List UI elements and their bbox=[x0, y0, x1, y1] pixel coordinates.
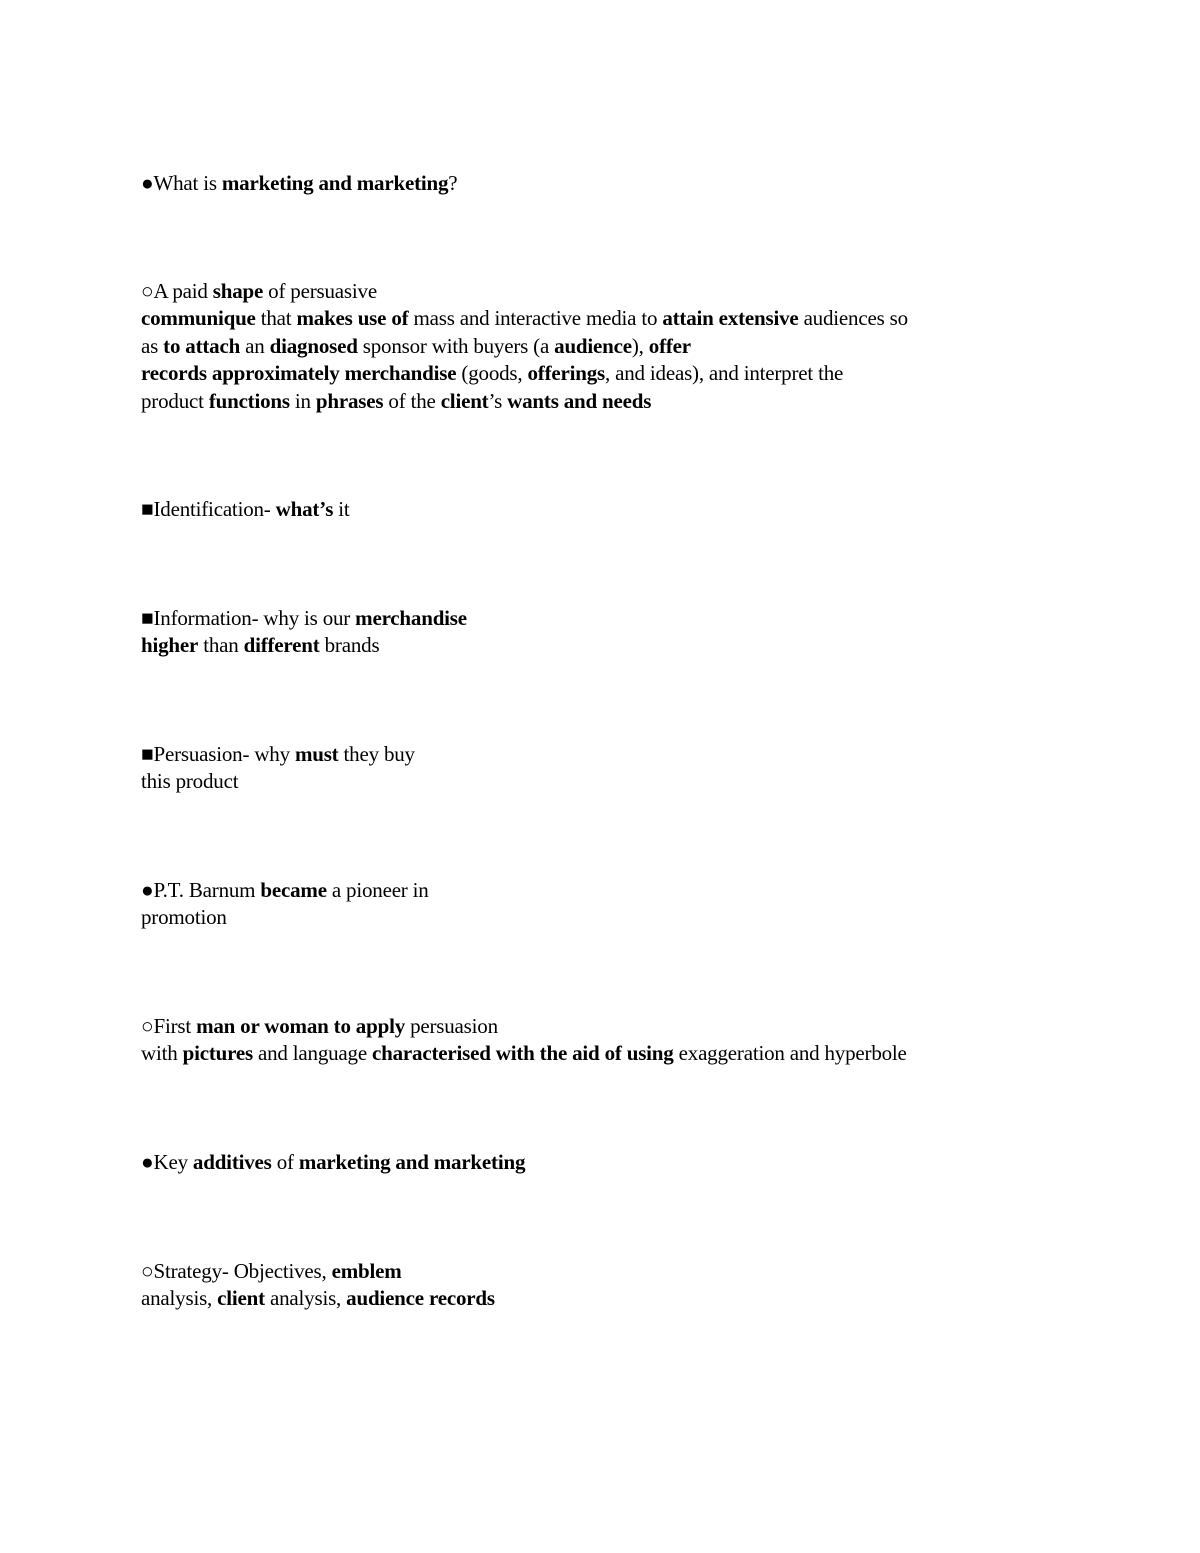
barnum-point bbox=[141, 877, 1041, 932]
text-line bbox=[141, 632, 1041, 659]
bold-text: records approximately merchandise bbox=[141, 361, 457, 386]
bold-text: became bbox=[260, 878, 327, 902]
bold-text: makes use of bbox=[296, 306, 409, 331]
bold-text: audience records bbox=[346, 1286, 495, 1311]
text-run: ●Key bbox=[141, 1150, 193, 1174]
text-run: that bbox=[255, 306, 297, 331]
text-run: it bbox=[333, 497, 350, 521]
text-run: (goods, bbox=[456, 361, 528, 386]
bold-text: shape bbox=[212, 279, 264, 303]
bold-text: audience bbox=[554, 333, 632, 358]
text-run: of the bbox=[383, 388, 441, 413]
information-point bbox=[141, 605, 1041, 660]
text-run: ●P.T. Barnum bbox=[141, 878, 261, 902]
text-line bbox=[141, 1258, 1041, 1285]
bold-text: man or woman to apply bbox=[196, 1014, 406, 1038]
text-run: in bbox=[289, 388, 316, 413]
text-run: of bbox=[271, 1150, 299, 1174]
bold-text: characterised with the aid of using bbox=[372, 1041, 674, 1066]
text-run: brands bbox=[319, 633, 380, 658]
bold-text: higher bbox=[141, 633, 199, 658]
text-run: with bbox=[141, 1041, 183, 1066]
bold-text: pictures bbox=[182, 1041, 253, 1066]
bold-text: functions bbox=[208, 388, 290, 413]
text-line bbox=[141, 333, 1041, 360]
text-line bbox=[141, 388, 1041, 415]
text-run: , and ideas), and interpret the bbox=[605, 361, 844, 386]
bold-text: different bbox=[243, 633, 320, 658]
text-line bbox=[141, 741, 1041, 768]
text-run: ●What is bbox=[141, 171, 222, 195]
text-line bbox=[141, 1285, 1041, 1312]
text-run: they buy bbox=[338, 742, 415, 766]
text-run: ○A paid bbox=[141, 279, 213, 303]
text-run: of persuasive bbox=[263, 279, 377, 303]
bold-text: diagnosed bbox=[269, 333, 358, 358]
text-line bbox=[141, 305, 1041, 332]
bold-text: additives bbox=[192, 1150, 272, 1174]
bold-text: client bbox=[217, 1286, 265, 1311]
text-run: ■Identification- bbox=[141, 497, 276, 521]
text-run: persuasion bbox=[405, 1014, 498, 1038]
text-line bbox=[141, 904, 1041, 931]
text-line bbox=[141, 1013, 1041, 1040]
bold-text: what’s bbox=[275, 497, 334, 521]
text-run: analysis, bbox=[141, 1286, 218, 1311]
text-run: ○Strategy- Objectives, bbox=[141, 1259, 332, 1283]
text-run: ? bbox=[448, 171, 458, 195]
bold-text: communique bbox=[141, 306, 256, 331]
text-run: promotion bbox=[141, 905, 227, 930]
text-run: analysis, bbox=[264, 1286, 347, 1311]
text-line bbox=[141, 768, 1041, 795]
bold-text: phrases bbox=[315, 388, 384, 413]
bold-text: offer bbox=[648, 333, 691, 358]
text-line bbox=[141, 496, 1041, 523]
bold-text: offerings bbox=[527, 361, 606, 386]
bold-text: merchandise bbox=[355, 606, 467, 630]
text-line bbox=[141, 1040, 1041, 1067]
persuasion-point bbox=[141, 741, 1041, 796]
text-line bbox=[141, 278, 1041, 305]
strategy-point bbox=[141, 1258, 1041, 1313]
text-run: sponsor with buyers (a bbox=[357, 333, 555, 358]
first-person-point bbox=[141, 1013, 1041, 1068]
text-run: and language bbox=[252, 1041, 373, 1066]
text-run: than bbox=[198, 633, 244, 658]
bold-text: to attach bbox=[163, 333, 241, 358]
bold-text: marketing and marketing bbox=[298, 1150, 526, 1174]
bold-text: attain extensive bbox=[662, 306, 799, 331]
text-run: ○First bbox=[141, 1014, 197, 1038]
text-run: as bbox=[141, 333, 164, 358]
bold-text: wants and needs bbox=[507, 388, 652, 413]
key-additives-heading bbox=[141, 1149, 1041, 1176]
text-line bbox=[141, 877, 1041, 904]
question-what-is-marketing bbox=[141, 170, 1041, 197]
text-run: ’s bbox=[488, 388, 508, 413]
bold-text: emblem bbox=[331, 1259, 402, 1283]
text-run: ■Persuasion- why bbox=[141, 742, 295, 766]
text-run: a pioneer in bbox=[326, 878, 429, 902]
text-run: ■Information- why is our bbox=[141, 606, 356, 630]
text-line bbox=[141, 170, 1041, 197]
definition-paragraph bbox=[141, 278, 1041, 415]
bold-text: marketing and marketing bbox=[221, 171, 449, 195]
text-run: an bbox=[240, 333, 270, 358]
text-run: exaggeration and hyperbole bbox=[673, 1041, 907, 1066]
text-line bbox=[141, 605, 1041, 632]
identification-point bbox=[141, 496, 1041, 523]
text-run: mass and interactive media to bbox=[408, 306, 663, 331]
bold-text: must bbox=[294, 742, 339, 766]
text-line bbox=[141, 1149, 1041, 1176]
text-line bbox=[141, 360, 1041, 387]
text-run: audiences so bbox=[798, 306, 908, 331]
text-run: ), bbox=[631, 333, 649, 358]
text-run: product bbox=[141, 388, 209, 413]
text-run: this product bbox=[141, 769, 239, 794]
bold-text: client bbox=[440, 388, 489, 413]
